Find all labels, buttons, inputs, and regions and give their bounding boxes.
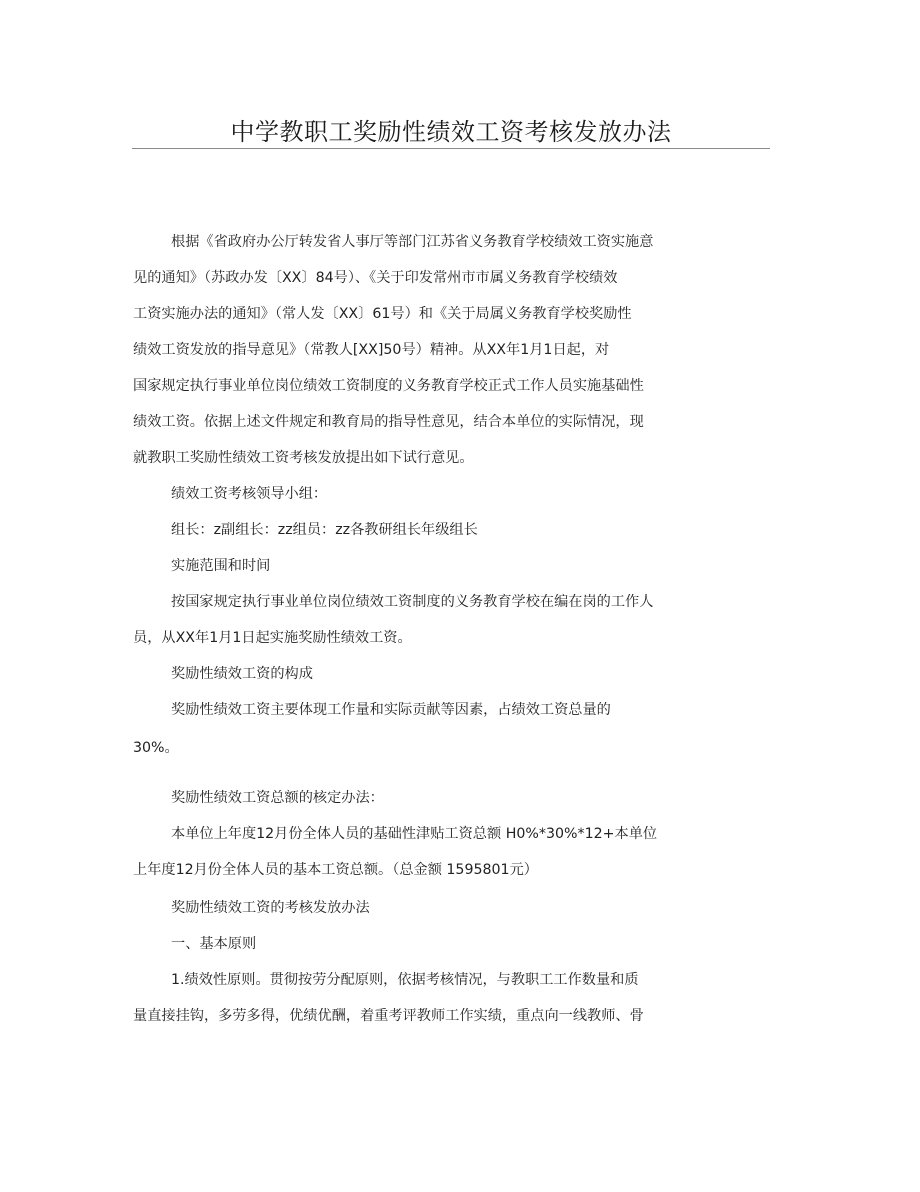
section-heading: 奖励性绩效工资的构成 <box>171 666 313 682</box>
paragraph-line: 组长：z副组长：zz组员：zz各教研组长年级组长 <box>171 522 478 538</box>
section-heading: 实施范围和时间 <box>171 558 271 574</box>
section-heading: 奖励性绩效工资总额的核定办法： <box>171 790 384 806</box>
paragraph-line: 绩效工资。依据上述文件规定和教育局的指导性意见，结合本单位的实际情况，现 <box>133 414 644 430</box>
title-underline <box>132 148 770 149</box>
paragraph-line: 30%。 <box>133 740 179 756</box>
paragraph-line: 就教职工奖励性绩效工资考核发放提出如下试行意见。 <box>133 450 474 466</box>
paragraph-line: 员，从XX年1月1日起实施奖励性绩效工资。 <box>133 630 412 646</box>
paragraph-line: 见的通知》（苏政办发〔XX〕84号）、《关于印发常州市市属义务教育学校绩效 <box>133 270 618 286</box>
paragraph-line: 绩效工资发放的指导意见》（常教人[XX]50号）精神。从XX年1月1日起，对 <box>133 342 610 358</box>
document-title: 中学教职工奖励性绩效工资考核发放办法 <box>230 118 672 146</box>
section-heading: 绩效工资考核领导小组： <box>171 486 328 502</box>
paragraph-line: 本单位上年度12月份全体人员的基础性津贴工资总额 H0%*30%*12+本单位 <box>171 826 658 842</box>
paragraph-line: 1.绩效性原则。贯彻按劳分配原则，依据考核情况，与教职工工作数量和质 <box>171 972 639 988</box>
paragraph-line: 根据《省政府办公厅转发省人事厅等部门江苏省义务教育学校绩效工资实施意 <box>171 234 654 250</box>
paragraph-line: 按国家规定执行事业单位岗位绩效工资制度的义务教育学校在编在岗的工作人 <box>171 594 654 610</box>
paragraph-line: 量直接挂钩，多劳多得，优绩优酬，着重考评教师工作实绩，重点向一线教师、骨 <box>133 1008 644 1024</box>
paragraph-line: 上年度12月份全体人员的基本工资总额。（总金额 1595801元） <box>133 862 538 878</box>
paragraph-line: 国家规定执行事业单位岗位绩效工资制度的义务教育学校正式工作人员实施基础性 <box>133 378 644 394</box>
paragraph-line: 工资实施办法的通知》（常人发〔XX〕61号）和《关于局属义务教育学校奖励性 <box>133 306 632 322</box>
section-heading: 一、基本原则 <box>171 936 257 952</box>
paragraph-line: 奖励性绩效工资主要体现工作量和实际贡献等因素，占绩效工资总量的 <box>171 702 611 718</box>
section-heading: 奖励性绩效工资的考核发放办法 <box>171 900 370 916</box>
